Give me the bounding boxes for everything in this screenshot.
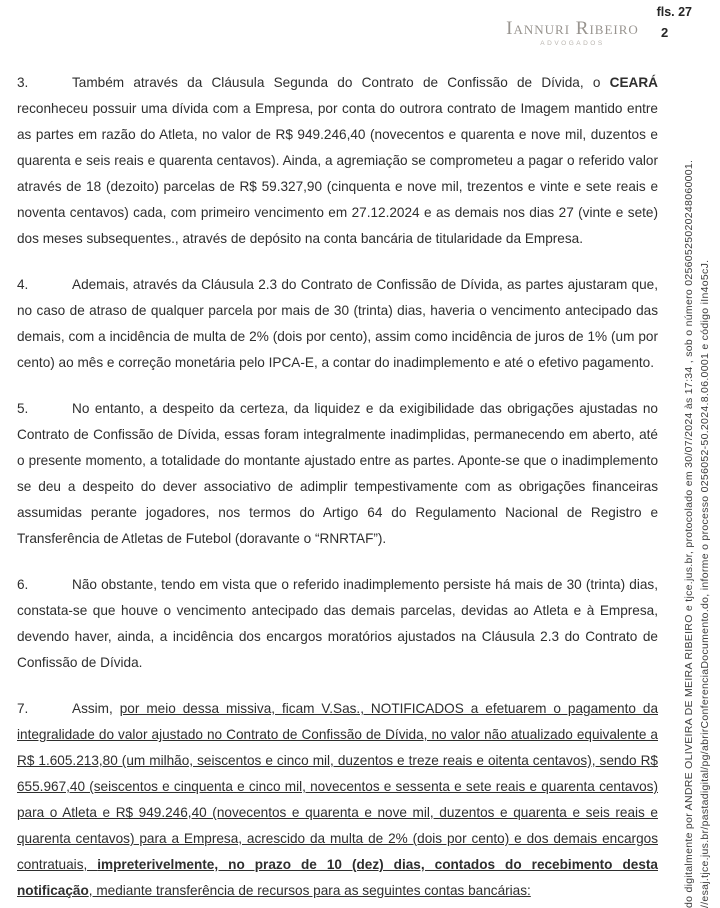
paragraph-text-run: CEARÁ [609,75,658,90]
document-body [17,70,658,908]
paragraph-text-run: Não obstante, tendo em vista que o referido inadimplemento persiste há mais de 30 (trinta) dias, constata-se que houve o vencimento antecipado das demais parcelas, devidas ao Atleta e à Empresa, devendo haver, ainda, a incidência dos encargos moratórios ajustados na Cláusula 2.3 do Contrato de Confissão de Dívida. [17,577,658,670]
paragraph-text-run: Assim, [72,701,120,716]
paragraph-text-run: Ademais, através da Cláusula 2.3 do Contrato de Confissão de Dívida, as partes ajustaram que, no caso de atraso de qualquer parcela por mais de 30 (trinta) dias, haveria o vencimento antecipado das demais, com a incidência de multa de 2% (dois por cento), assim como incidência de juros de 1% (um por cento) ao mês e correção monetária pelo IPCA-E, a contar do inadimplemento e até o efetivo pagamento. [17,277,658,370]
paragraph-number: 5. [17,401,29,416]
paragraph [17,396,658,552]
paragraph-text-run: No entanto, a despeito da certeza, da liquidez e da exigibilidade das obrigações ajustadas no Contrato de Confissão de Dívida, essas foram integralmente inadimplidas, permanecendo em aberto, até o presente momento, a totalidade do montante ajustado entre as partes. Aponte-se que o inadimplemento se deu a despeito do dever associativo de adimplir tempestivamente com as obrigações financeiras assumidas perante jogadores, nos termos do Artigo 64 do Regulamento Nacional de Registro e Transferência de Atletas de Futebol (doravante o “RNRTAF”). [17,401,658,546]
page-number: 2 [661,25,669,40]
logo-name: Iannuri Ribeiro [506,18,639,39]
digital-signature-stamp-line-1: do digitalmente por ANDRE OLIVEIRA DE MEIRA RIBEIRO e tjce.jus.br, protocolado em 30/07/2024 às 17:34 , sob o número 02560525020248060001. [683,159,695,908]
paragraph-number: 7. [17,701,29,716]
digital-signature-stamp-line-2: //esaj.tjce.jus.br/pastadigital/pg/abrirConferenciaDocumento.do, informe o processo 0256052-50.2024.8.06.0001 e código iIn4o5cJ. [699,259,711,908]
paragraph-text-run: Também através da Cláusula Segunda do Contrato de Confissão de Dívida, o [72,75,610,90]
paragraph-number: 6. [17,577,29,592]
paragraph [17,70,658,252]
paragraph-text-run: , mediante transferência de recursos para as seguintes contas bancárias: [88,883,531,898]
paragraph-text-run: impreterivelmente, no prazo de 10 (dez) dias, contados do recebimento desta notificação [17,857,658,898]
folio-label: fls. 27 [656,5,692,19]
paragraph [17,272,658,376]
paragraph-text-run: reconheceu possuir uma dívida com a Empresa, por conta do outrora contrato de Imagem mantido entre as partes em razão do Atleta, no valor de R$ 949.246,40 (novecentos e quarenta e nove mil, duzentos e quarenta e seis reais e quarenta centavos). Ainda, a agremiação se comprometeu a pagar o referido valor através de 18 (dezoito) parcelas de R$ 59.327,90 (cinquenta e nove mil, trezentos e vinte e sete reais e noventa centavos) cada, com primeiro vencimento em 27.12.2024 e as demais nos dias 27 (vinte e sete) dos meses subsequentes., através de depósito na conta bancária de titularidade da Empresa. [17,101,658,246]
paragraph [17,572,658,676]
law-firm-logo [490,19,655,47]
logo-subtitle: ADVOGADOS [540,40,605,47]
paragraph [17,696,658,904]
paragraph-number: 4. [17,277,29,292]
paragraph-text-run: por meio dessa missiva, ficam V.Sas., NOTIFICADOS a efetuarem o pagamento da integralidade do valor ajustado no Contrato de Confissão de Dívida, no valor não atualizado equivalente a R$ 1.605.213,80 (um milhão, seiscentos e cinco mil, duzentos e treze reais e oitenta centavos), sendo R$ 655.967,40 (seiscentos e cinquenta e cinco mil, novecentos e sessenta e sete reais e quarenta centavos) para o Atleta e R$ 949.246,40 (novecentos e quarenta e nove mil, duzentos e quarenta e seis reais e quarenta centavos) para a Empresa, acrescido da multa de 2% (dois por cento) e dos demais encargos contratuais, [17,701,659,872]
paragraph-number: 3. [17,75,29,90]
